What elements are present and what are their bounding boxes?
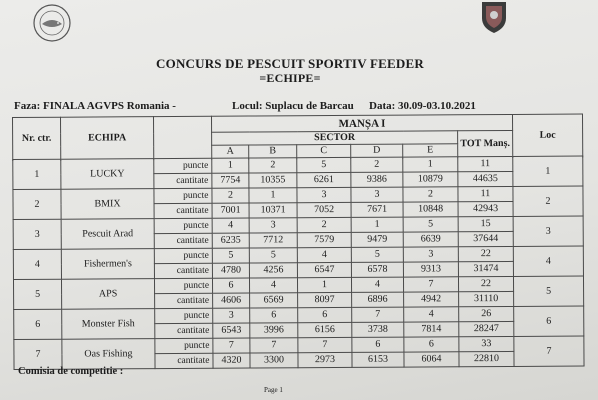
- cantitate-cell: 10371: [249, 203, 297, 218]
- cantitate-cell: 7754: [212, 173, 249, 188]
- puncte-cell: 2: [351, 157, 403, 172]
- cantitate-total: 44635: [458, 171, 513, 186]
- cantitate-cell: 10848: [403, 202, 458, 217]
- puncte-total: 33: [459, 336, 514, 351]
- puncte-cell: 1: [403, 157, 458, 172]
- cantitate-label: cantitate: [154, 263, 212, 278]
- sector-label: B: [249, 145, 297, 158]
- cantitate-label: cantitate: [155, 323, 213, 338]
- puncte-cell: 3: [249, 218, 297, 233]
- cantitate-cell: 4942: [404, 292, 459, 307]
- team-name: APS: [61, 279, 154, 310]
- cantitate-cell: 7814: [404, 322, 459, 337]
- puncte-cell: 1: [249, 188, 297, 203]
- puncte-cell: 7: [213, 338, 250, 353]
- puncte-cell: 4: [404, 307, 459, 322]
- cantitate-cell: 6261: [297, 172, 351, 187]
- puncte-cell: 6: [404, 337, 459, 352]
- team-name: Monster Fish: [62, 309, 155, 340]
- puncte-label: puncte: [154, 278, 212, 293]
- cantitate-cell: 4780: [212, 263, 249, 278]
- team-name: Oas Fishing: [62, 339, 155, 370]
- nr-header: Nr. ctr.: [13, 117, 61, 159]
- puncte-cell: 2: [212, 188, 249, 203]
- cantitate-cell: 4320: [213, 353, 250, 368]
- loc-cell: 1: [513, 156, 583, 186]
- puncte-cell: 3: [297, 187, 351, 202]
- row-number: 6: [14, 309, 62, 339]
- puncte-cell: 2: [403, 187, 458, 202]
- cantitate-cell: 6543: [213, 323, 250, 338]
- cantitate-total: 37644: [458, 231, 513, 246]
- cantitate-label: cantitate: [154, 233, 212, 248]
- cantitate-cell: 10355: [249, 173, 297, 188]
- cantitate-cell: 6578: [351, 262, 403, 277]
- puncte-cell: 1: [212, 158, 249, 173]
- sector-label: D: [351, 144, 403, 157]
- cantitate-total: 31474: [458, 261, 513, 276]
- puncte-label: puncte: [154, 248, 212, 263]
- puncte-cell: 4: [297, 247, 351, 262]
- puncte-total: 15: [458, 216, 513, 231]
- puncte-cell: 3: [403, 247, 458, 262]
- sector-label: E: [403, 144, 458, 157]
- puncte-cell: 5: [297, 157, 351, 172]
- team-name: Pescuit Arad: [61, 219, 154, 250]
- association-seal-logo: [32, 3, 72, 43]
- loc-header: Loc: [512, 114, 582, 156]
- sector-header: SECTOR: [212, 131, 458, 146]
- puncte-cell: 7: [403, 277, 458, 292]
- team-name: BMIX: [61, 189, 154, 220]
- locul-text: Locul: Suplacu de Barcau: [232, 100, 354, 112]
- loc-cell: 6: [514, 306, 584, 336]
- federation-crest-logo: [474, 0, 514, 34]
- cantitate-label: cantitate: [154, 173, 212, 188]
- puncte-cell: 5: [249, 248, 297, 263]
- puncte-cell: 2: [297, 217, 351, 232]
- team-name: LUCKY: [61, 159, 154, 190]
- cantitate-label: cantitate: [154, 203, 212, 218]
- sector-label: A: [212, 145, 249, 158]
- puncte-total: 26: [459, 306, 514, 321]
- faza-text: Faza: FINALA AGVPS Romania -: [14, 100, 176, 112]
- puncte-total: 11: [458, 186, 513, 201]
- cantitate-cell: 9386: [351, 172, 403, 187]
- cantitate-cell: 7712: [249, 233, 297, 248]
- cantitate-cell: 6896: [352, 292, 404, 307]
- cantitate-label: cantitate: [155, 293, 213, 308]
- total-header: TOT Manș.: [458, 130, 513, 156]
- row-number: 3: [13, 219, 61, 249]
- puncte-cell: 5: [351, 247, 403, 262]
- cantitate-cell: 4256: [249, 263, 297, 278]
- puncte-cell: 4: [351, 277, 403, 292]
- puncte-cell: 4: [249, 278, 297, 293]
- loc-cell: 2: [513, 186, 583, 216]
- puncte-label: puncte: [155, 338, 213, 353]
- puncte-cell: 6: [212, 278, 249, 293]
- sector-label: C: [297, 144, 351, 157]
- puncte-total: 11: [458, 156, 513, 171]
- cantitate-cell: 4606: [213, 293, 250, 308]
- puncte-label: puncte: [154, 218, 212, 233]
- puncte-cell: 1: [351, 217, 403, 232]
- committee-label: Comisia de competitie :: [18, 366, 124, 377]
- puncte-cell: 7: [250, 338, 298, 353]
- cantitate-cell: 6547: [297, 262, 351, 277]
- team-header: ECHIPA: [61, 117, 154, 160]
- cantitate-cell: 10879: [403, 172, 458, 187]
- puncte-cell: 6: [352, 337, 404, 352]
- puncte-cell: 4: [212, 218, 249, 233]
- puncte-cell: 7: [298, 337, 352, 352]
- cantitate-cell: 6156: [298, 322, 352, 337]
- puncte-total: 22: [458, 276, 513, 291]
- cantitate-cell: 8097: [298, 292, 352, 307]
- cantitate-cell: 6569: [250, 293, 298, 308]
- page-number: Page 1: [264, 386, 283, 394]
- loc-cell: 7: [514, 336, 584, 366]
- puncte-cell: 6: [250, 308, 298, 323]
- cantitate-cell: 3300: [250, 353, 298, 368]
- puncte-label: puncte: [155, 308, 213, 323]
- data-text: Data: 30.09-03.10.2021: [369, 100, 476, 112]
- cantitate-cell: 7579: [297, 232, 351, 247]
- loc-cell: 5: [513, 276, 583, 306]
- cantitate-cell: 7052: [297, 202, 351, 217]
- row-number: 4: [13, 249, 61, 279]
- cantitate-total: 42943: [458, 201, 513, 216]
- cantitate-cell: 6064: [404, 352, 459, 367]
- team-name: Fishermen's: [61, 249, 154, 280]
- document-subtitle: =ECHIPE=: [259, 71, 321, 85]
- cantitate-cell: 3996: [250, 323, 298, 338]
- row-number: 5: [13, 279, 61, 309]
- document-title: CONCURS DE PESCUIT SPORTIV FEEDER: [156, 56, 424, 71]
- cantitate-cell: 2973: [298, 352, 352, 367]
- mansa-header: MANȘA I: [211, 114, 512, 132]
- puncte-cell: 5: [403, 217, 458, 232]
- cantitate-label: cantitate: [155, 353, 213, 368]
- cantitate-cell: 3738: [352, 322, 404, 337]
- cantitate-cell: 6235: [212, 233, 249, 248]
- cantitate-cell: 9479: [351, 232, 403, 247]
- puncte-label: puncte: [154, 158, 212, 173]
- row-number: 2: [13, 189, 61, 219]
- puncte-cell: 2: [249, 158, 297, 173]
- puncte-cell: 1: [297, 277, 351, 292]
- results-table: [12, 114, 585, 370]
- cantitate-total: 22810: [459, 351, 514, 366]
- loc-cell: 4: [513, 246, 583, 276]
- puncte-total: 22: [458, 246, 513, 261]
- row-number: 7: [14, 339, 62, 369]
- loc-cell: 3: [513, 216, 583, 246]
- row-number: 1: [13, 159, 61, 189]
- cantitate-cell: 7671: [351, 202, 403, 217]
- puncte-label: puncte: [154, 188, 212, 203]
- puncte-cell: 3: [213, 308, 250, 323]
- cantitate-cell: 6153: [352, 352, 404, 367]
- cantitate-cell: 9313: [403, 262, 458, 277]
- puncte-cell: 6: [298, 307, 352, 322]
- cantitate-total: 28247: [459, 321, 514, 336]
- puncte-cell: 3: [351, 187, 403, 202]
- cantitate-cell: 6639: [403, 232, 458, 247]
- cantitate-total: 31110: [459, 291, 514, 306]
- cantitate-cell: 7001: [212, 203, 249, 218]
- puncte-cell: 5: [212, 248, 249, 263]
- puncte-cell: 7: [352, 307, 404, 322]
